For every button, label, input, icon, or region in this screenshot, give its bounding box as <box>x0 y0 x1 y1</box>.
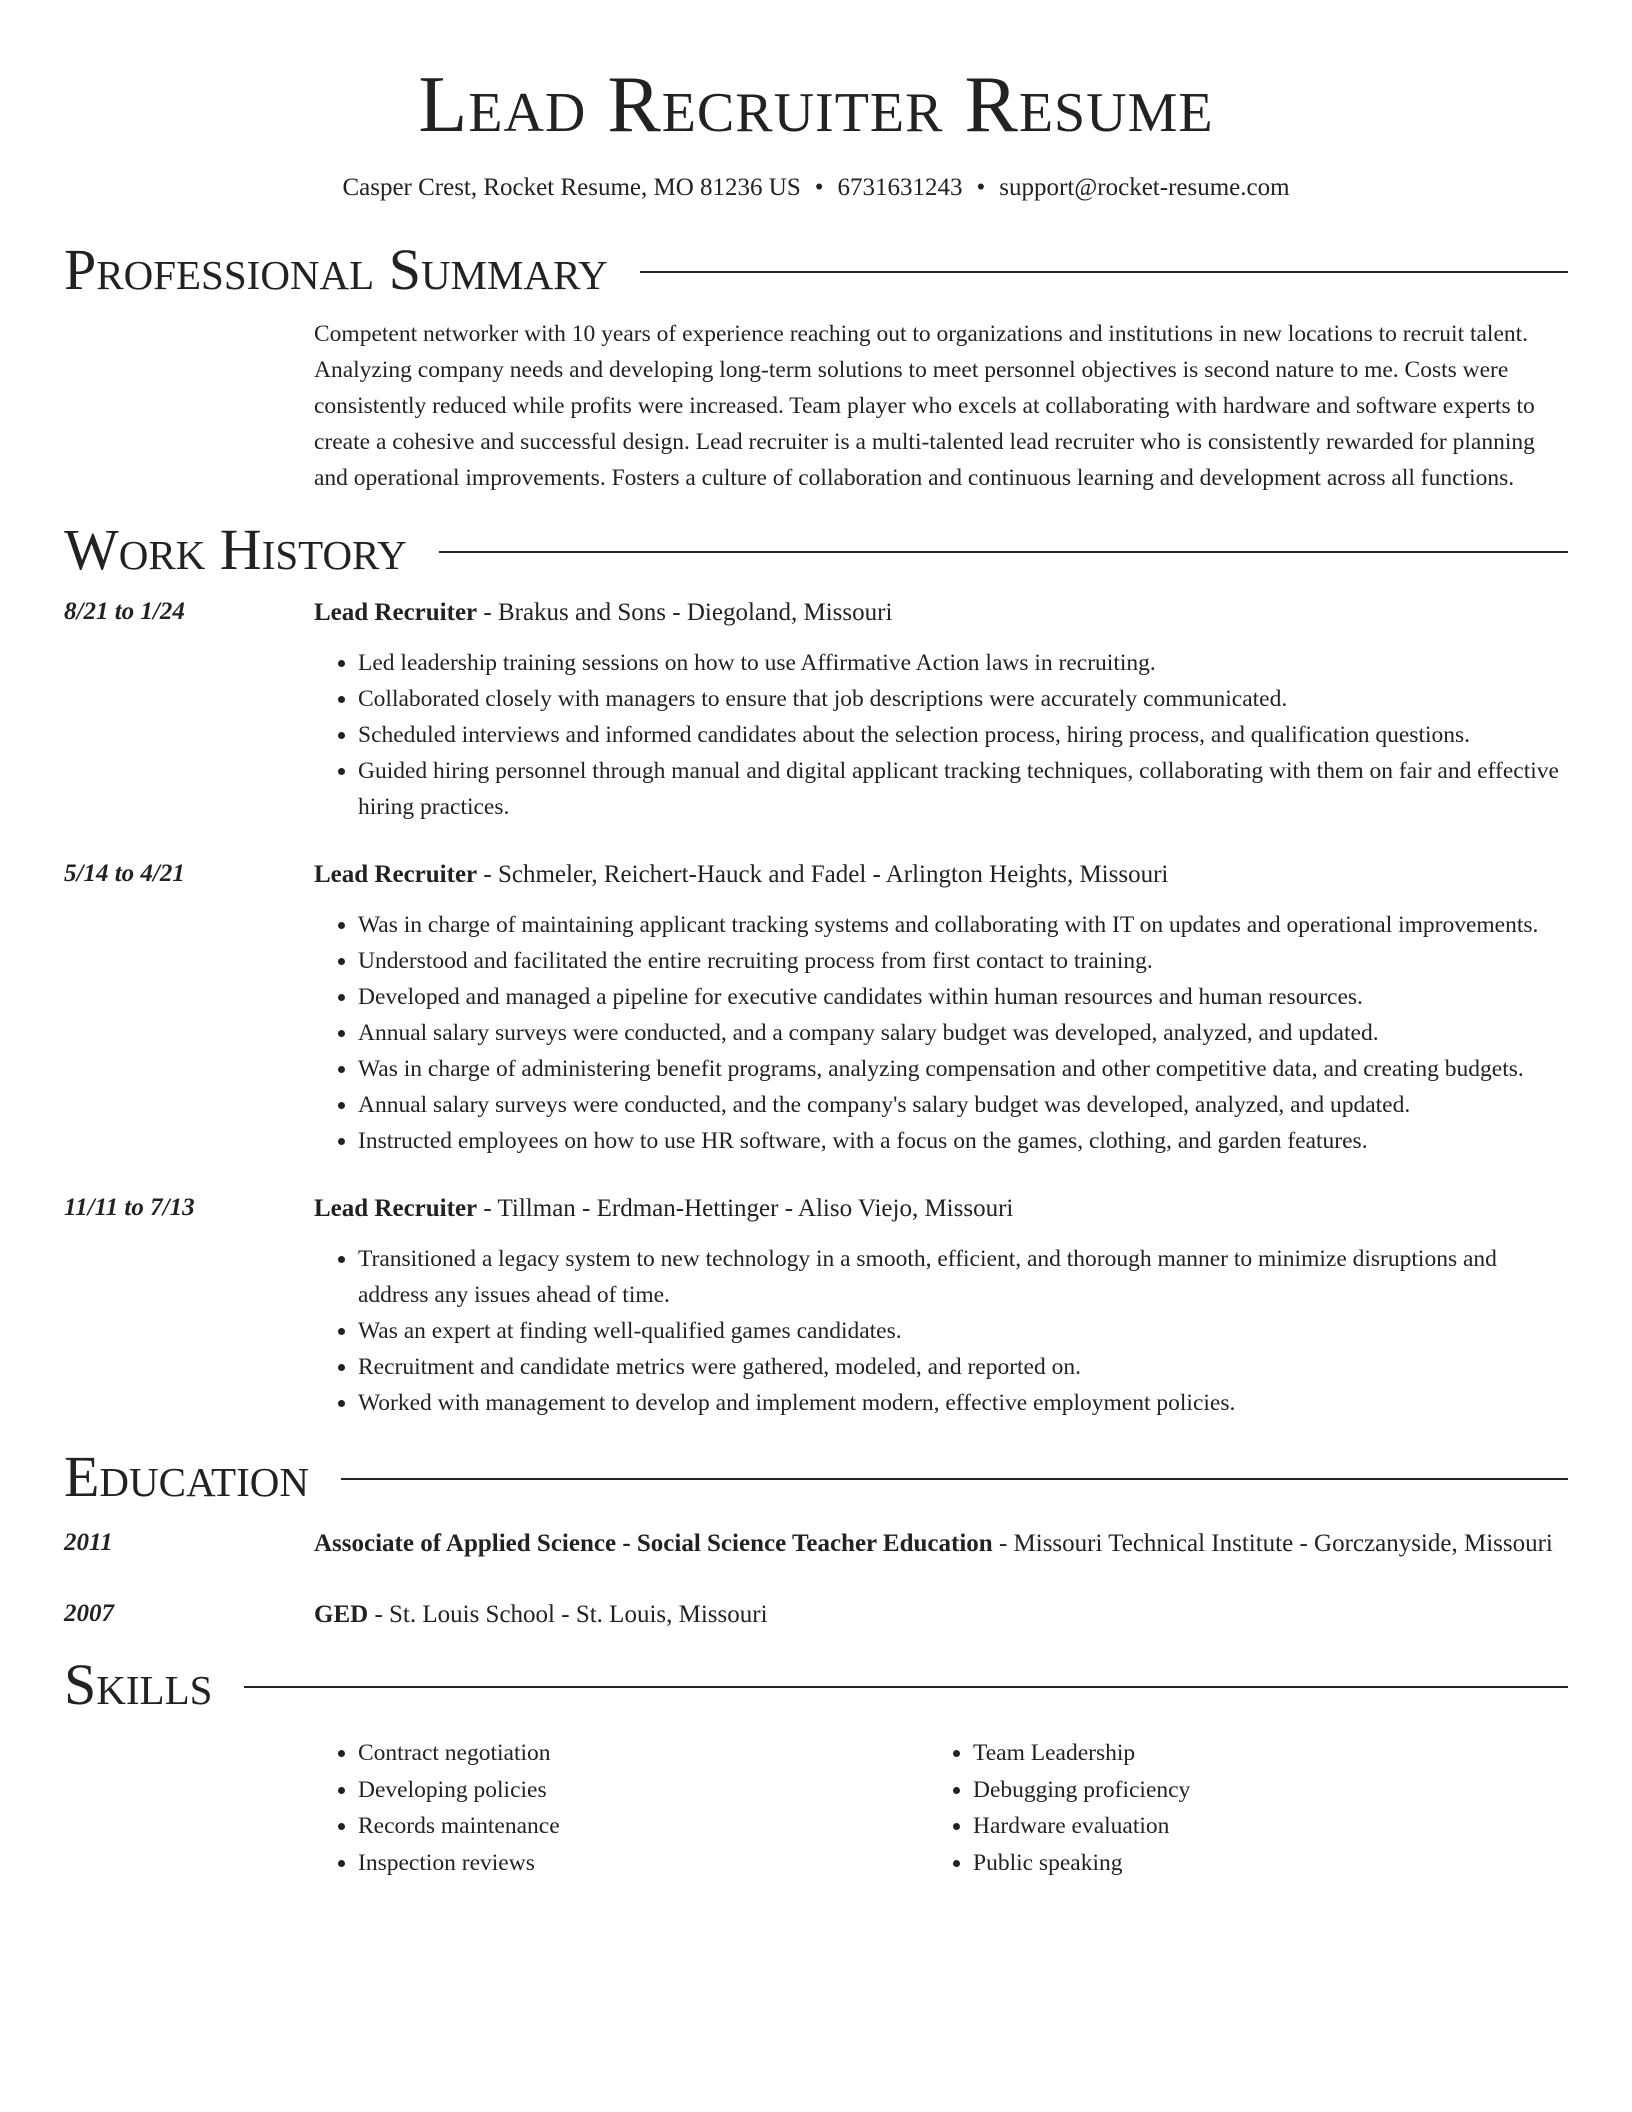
skills-list-right <box>929 1735 1544 1881</box>
contact-address: Casper Crest, Rocket Resume, MO 81236 US <box>342 174 801 201</box>
section-divider <box>341 1478 1568 1480</box>
job-headline <box>314 856 1568 893</box>
job-bullet: • Was an expert at finding well-qualified games candidates. <box>358 1313 1568 1349</box>
education-headline <box>314 1596 1568 1633</box>
job-bullet: • Developed and managed a pipeline for executive candidates within human resources and human resources. <box>358 979 1568 1015</box>
contact-email: support@rocket-resume.com <box>999 174 1290 201</box>
education-degree: GED <box>314 1601 369 1628</box>
section-divider <box>640 271 1568 273</box>
skill-item: • Records maintenance <box>358 1808 929 1845</box>
job-bullet: • Guided hiring personnel through manual and digital applicant tracking techniques, collaborating with them on fair and effective hiring practices. <box>358 753 1568 825</box>
summary-heading: Professional Summary <box>64 237 608 302</box>
job-bullet: • Annual salary surveys were conducted, and the company's salary budget was developed, analyzed, and updated. <box>358 1087 1568 1123</box>
summary-section-header <box>64 238 1568 302</box>
job-bullet: • Annual salary surveys were conducted, and a company salary budget was developed, analyzed, and updated. <box>358 1015 1568 1051</box>
skills-heading: Skills <box>64 1652 213 1717</box>
job-entry <box>64 1190 1568 1421</box>
contact-separator: • <box>976 174 986 201</box>
skill-item: • Developing policies <box>358 1772 929 1809</box>
job-bullet-list <box>314 645 1568 825</box>
education-entry <box>64 1596 1568 1633</box>
education-body <box>314 1596 1568 1633</box>
summary-text: Competent networker with 10 years of experience reaching out to organizations and institutions in new locations to recruit talent. Analyzing company needs and developing long-term solutions to meet personnel objectives is second nature to me. Costs were consistently reduced while profits were increased. Team player who excels at collaborating with hardware and software experts to create a cohesive and successful design. Lead recruiter is a multi-talented lead recruiter who is consistently rewarded for planning and operational improvements. Fosters a culture of collaboration and continuous learning and development across all functions. <box>314 321 1535 491</box>
education-entry <box>64 1525 1568 1562</box>
education-headline <box>314 1525 1568 1562</box>
job-bullet: • Collaborated closely with managers to ensure that job descriptions were accurately communicated. <box>358 681 1568 717</box>
education-school: - St. Louis School - St. Louis, Missouri <box>368 1601 768 1628</box>
job-body <box>314 594 1568 825</box>
skills-grid <box>314 1735 1568 1881</box>
education-section-header <box>64 1445 1568 1509</box>
job-bullet: • Understood and facilitated the entire recruiting process from first contact to training. <box>358 943 1568 979</box>
job-bullet: • Scheduled interviews and informed candidates about the selection process, hiring process, and qualification questions. <box>358 717 1568 753</box>
job-entry <box>64 856 1568 1159</box>
job-bullet: • Was in charge of administering benefit programs, analyzing compensation and other competitive data, and creating budgets. <box>358 1051 1568 1087</box>
job-employer: - Schmeler, Reichert-Hauck and Fadel - Arlington Heights, Missouri <box>477 861 1169 888</box>
skills-section-header <box>64 1653 1568 1717</box>
education-degree: Associate of Applied Science - Social Science Teacher Education <box>314 1530 993 1557</box>
job-body <box>314 1190 1568 1421</box>
job-employer: - Brakus and Sons - Diegoland, Missouri <box>477 599 893 626</box>
contact-phone: 6731631243 <box>837 174 963 201</box>
job-bullet: • Worked with management to develop and implement modern, effective employment policies. <box>358 1385 1568 1421</box>
skills-list-left <box>314 1735 929 1881</box>
job-bullet: • Led leadership training sessions on how to use Affirmative Action laws in recruiting. <box>358 645 1568 681</box>
job-bullet: • Instructed employees on how to use HR software, with a focus on the games, clothing, and garden features. <box>358 1123 1568 1159</box>
job-title: Lead Recruiter <box>314 599 478 626</box>
contact-separator: • <box>814 174 824 201</box>
job-dates: 8/21 to 1/24 <box>64 598 185 625</box>
job-bullet-list <box>314 907 1568 1159</box>
job-title: Lead Recruiter <box>314 1195 478 1222</box>
contact-line <box>64 172 1568 204</box>
skill-item: • Debugging proficiency <box>973 1772 1544 1809</box>
skill-item: • Inspection reviews <box>358 1845 929 1882</box>
job-dates: 5/14 to 4/21 <box>64 860 185 887</box>
job-bullet-list <box>314 1241 1568 1421</box>
job-headline <box>314 1190 1568 1227</box>
job-bullet: • Transitioned a legacy system to new technology in a smooth, efficient, and thorough manner to minimize disruptions and address any issues ahead of time. <box>358 1241 1568 1313</box>
job-bullet: • Was in charge of maintaining applicant tracking systems and collaborating with IT on updates and operational improvements. <box>358 907 1568 943</box>
education-year: 2007 <box>64 1600 114 1627</box>
job-title: Lead Recruiter <box>314 861 478 888</box>
job-body <box>314 856 1568 1159</box>
work-history-heading: Work History <box>64 517 407 582</box>
job-entry <box>64 594 1568 825</box>
education-heading: Education <box>64 1444 309 1509</box>
job-headline <box>314 594 1568 631</box>
job-employer: - Tillman - Erdman-Hettinger - Aliso Viejo, Missouri <box>477 1195 1014 1222</box>
skill-item: • Hardware evaluation <box>973 1808 1544 1845</box>
section-divider <box>244 1686 1568 1688</box>
education-year: 2011 <box>64 1529 113 1556</box>
section-divider <box>439 551 1568 553</box>
resume-title: Lead Recruiter Resume <box>418 61 1214 149</box>
skill-item: • Contract negotiation <box>358 1735 929 1772</box>
job-dates: 11/11 to 7/13 <box>64 1194 195 1221</box>
education-body <box>314 1525 1568 1562</box>
job-bullet: • Recruitment and candidate metrics were gathered, modeled, and reported on. <box>358 1349 1568 1385</box>
work-history-section-header <box>64 518 1568 582</box>
skill-item: • Public speaking <box>973 1845 1544 1882</box>
education-school: - Missouri Technical Institute - Gorczanyside, Missouri <box>992 1530 1553 1557</box>
skill-item: • Team Leadership <box>973 1735 1544 1772</box>
